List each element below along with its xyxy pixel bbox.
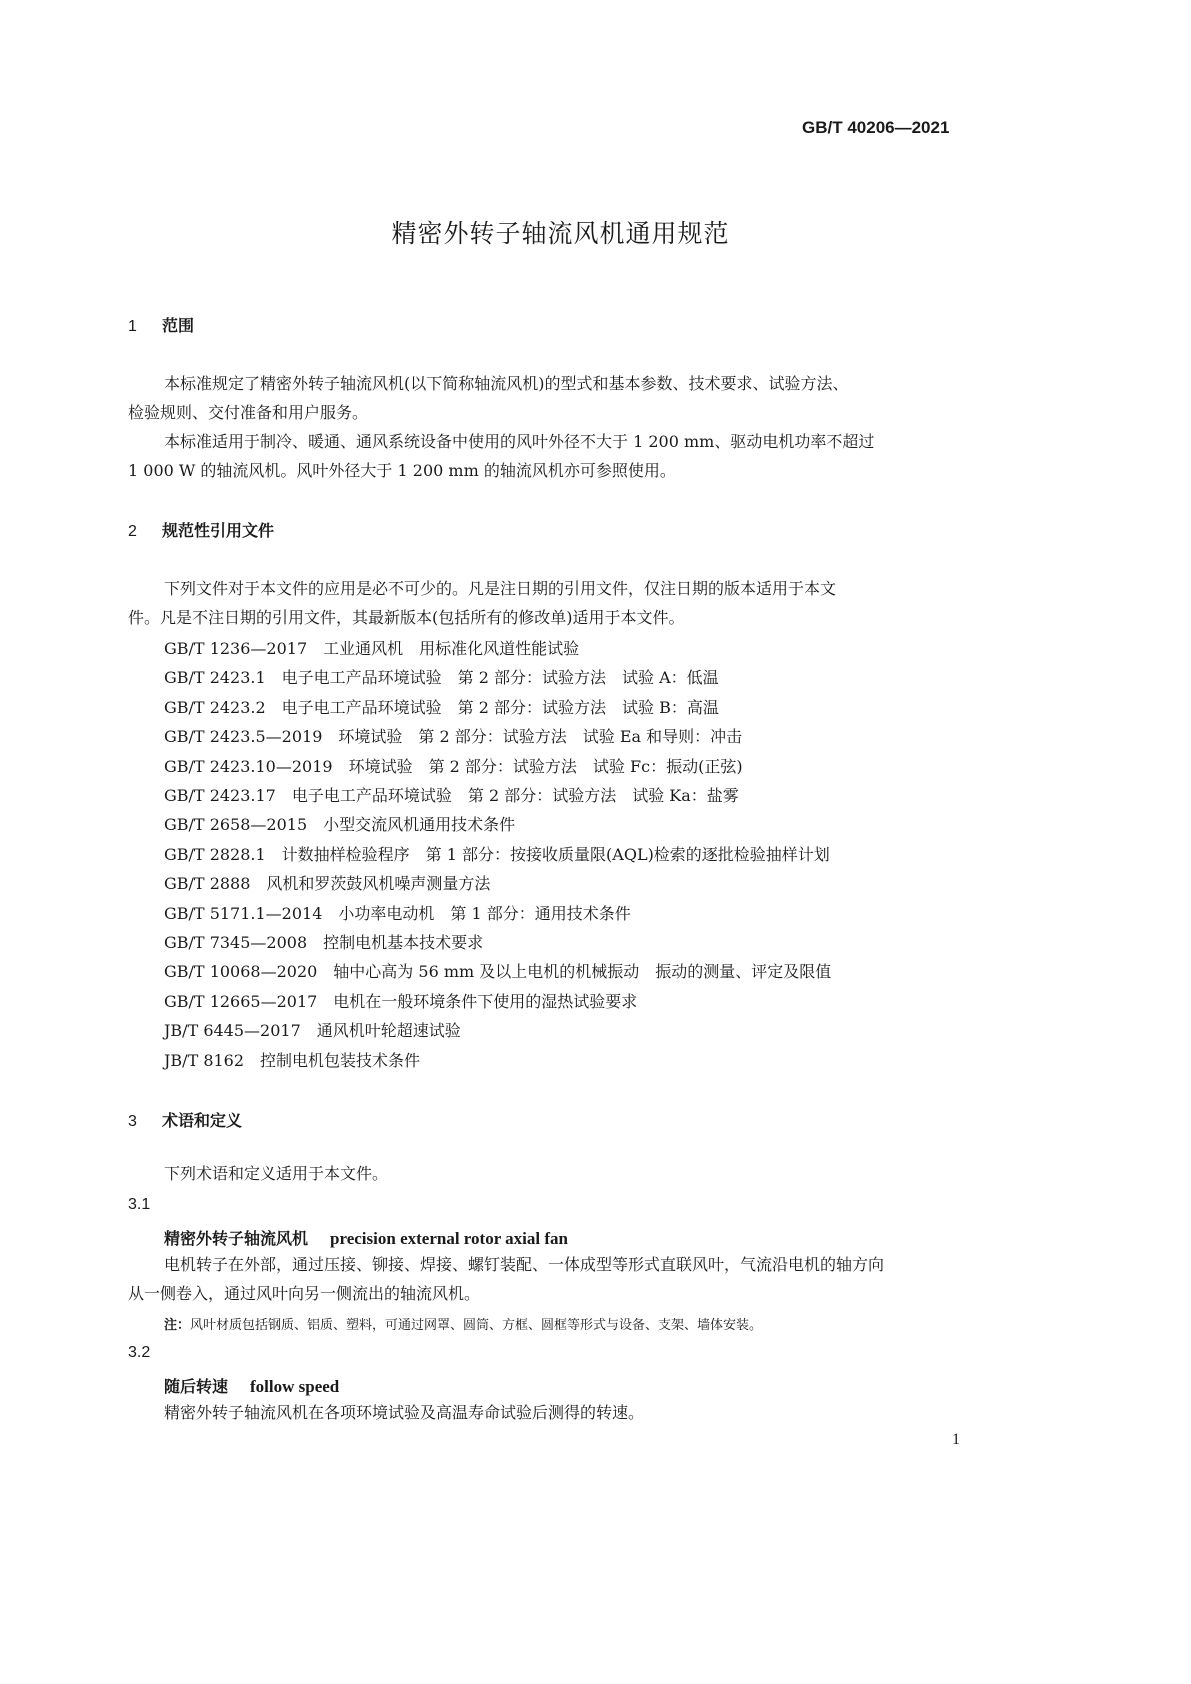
scope-paragraph-1-line-2: 检验规则、交付准备和用户服务。 [128,403,369,422]
term-definition-line-1: 精密外转子轴流风机在各项环境试验及高温寿命试验后测得的转速。 [164,1403,645,1422]
scope-paragraph-1-line-1: 本标准规定了精密外转子轴流风机(以下简称轴流风机)的型式和基本参数、技术要求、试验方法、 [164,374,849,393]
reference-item: GB/T 12665—2017 电机在一般环境条件下使用的湿热试验要求 [164,992,638,1011]
section-number: 2 [128,523,137,540]
section-2-heading [128,518,274,541]
section-1-heading [128,313,194,336]
reference-item: GB/T 2658—2015 小型交流风机通用技术条件 [164,815,516,834]
reference-item: GB/T 10068—2020 轴中心高为 56 mm 及以上电机的机械振动 振动的测量、评定及限值 [164,962,832,981]
section-3-heading [128,1108,242,1131]
note-label: 注： [164,1318,191,1333]
reference-item: GB/T 2888 风机和罗茨鼓风机噪声测量方法 [164,874,491,893]
reference-item: GB/T 2828.1 计数抽样检验程序 第 1 部分：按接收质量限(AQL)检索的逐批检验抽样计划 [164,845,830,864]
term-en: follow speed [250,1377,340,1396]
reference-item: GB/T 1236—2017 工业通风机 用标准化风道性能试验 [164,639,580,658]
term-en: precision external rotor axial fan [330,1229,568,1248]
term-heading [164,1226,568,1249]
reference-item: GB/T 5171.1—2014 小功率电动机 第 1 部分：通用技术条件 [164,904,631,923]
reference-item: JB/T 6445—2017 通风机叶轮超速试验 [164,1021,461,1040]
term-note [164,1314,762,1333]
page-number: 1 [952,1431,960,1448]
reference-item: GB/T 2423.10—2019 环境试验 第 2 部分：试验方法 试验 Fc：振动(正弦) [164,757,743,776]
term-number: 3.2 [128,1344,151,1361]
document-title: 精密外转子轴流风机通用规范 [391,219,730,248]
scope-paragraph-2-line-2: 1 000 W 的轴流风机。风叶外径大于 1 200 mm 的轴流风机亦可参照使用。 [128,461,676,480]
term-heading [164,1374,339,1397]
term-number: 3.1 [128,1196,151,1213]
term-cn: 随后转速 [164,1377,229,1396]
reference-item: GB/T 7345—2008 控制电机基本技术要求 [164,933,484,952]
term-definition-line-2: 从一侧卷入，通过风叶向另一侧流出的轴流风机。 [128,1284,481,1303]
section-title: 范围 [162,316,195,335]
standard-number: GB/T 40206—2021 [802,118,950,137]
references-intro-line-1: 下列文件对于本文件的应用是必不可少的。凡是注日期的引用文件，仅注日期的版本适用于本文 [164,579,837,598]
section-title: 规范性引用文件 [162,521,275,540]
reference-item: JB/T 8162 控制电机包装技术条件 [164,1051,421,1070]
reference-item: GB/T 2423.5—2019 环境试验 第 2 部分：试验方法 试验 Ea 和导则：冲击 [164,727,743,746]
reference-item: GB/T 2423.17 电子电工产品环境试验 第 2 部分：试验方法 试验 Ka：盐雾 [164,786,739,805]
section-title: 术语和定义 [162,1111,243,1130]
term-cn: 精密外转子轴流风机 [164,1229,309,1248]
note-text: 风叶材质包括钢质、铝质、塑料，可通过网罩、圆筒、方框、圆框等形式与设备、支架、墙体安装。 [190,1318,763,1333]
reference-item: GB/T 2423.2 电子电工产品环境试验 第 2 部分：试验方法 试验 B：高温 [164,698,719,717]
references-intro-line-2: 件。凡是不注日期的引用文件，其最新版本(包括所有的修改单)适用于本文件。 [128,608,685,627]
terms-intro: 下列术语和定义适用于本文件。 [164,1164,389,1183]
section-number: 3 [128,1113,137,1130]
reference-item: GB/T 2423.1 电子电工产品环境试验 第 2 部分：试验方法 试验 A：低温 [164,668,719,687]
scope-paragraph-2-line-1: 本标准适用于制冷、暖通、通风系统设备中使用的风叶外径不大于 1 200 mm、驱动电机功率不超过 [164,432,875,451]
term-definition-line-1: 电机转子在外部，通过压接、铆接、焊接、螺钉装配、一体成型等形式直联风叶，气流沿电机的轴方向 [164,1255,885,1274]
section-number: 1 [128,318,137,335]
